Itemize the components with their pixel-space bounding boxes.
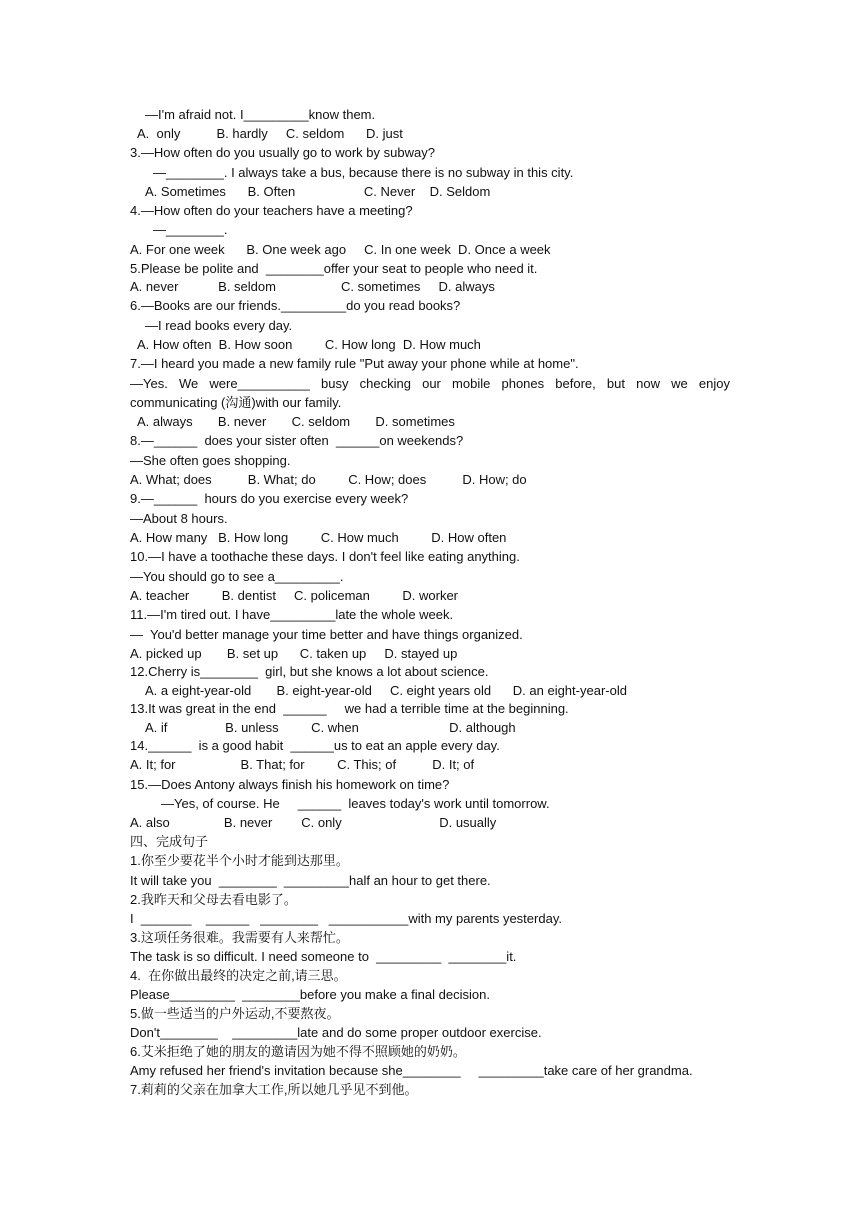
sentence-1-english: It will take you ________ _________half an hour to get there. <box>130 873 491 888</box>
sentence-6-english: Amy refused her friend's invitation because she________ _________take care of her grandma. <box>130 1063 693 1078</box>
sentence-5-chinese: 5.做一些适当的户外运动,不要熬夜。 <box>130 1006 340 1021</box>
question-5-options: A. never B. seldom C. sometimes D. always <box>130 279 495 294</box>
question-3-answer-line: —________. I always take a bus, because there is no subway in this city. <box>153 165 574 180</box>
question-2-answer-line: —I'm afraid not. I_________know them. <box>145 107 376 122</box>
question-13-options: A. if B. unless C. when D. although <box>145 720 516 735</box>
question-6-reply: —I read books every day. <box>145 318 293 333</box>
section-4-heading: 四、完成句子 <box>130 834 209 849</box>
question-9-stem: 9.—______ hours do you exercise every week? <box>130 491 409 506</box>
question-3-options: A. Sometimes B. Often C. Never D. Seldom <box>145 184 491 199</box>
question-11-reply: — You'd better manage your time better and have things organized. <box>130 627 523 642</box>
sentence-6-chinese: 6.艾米拒绝了她的朋友的邀请因为她不得不照顾她的奶奶。 <box>130 1044 466 1059</box>
question-11-stem: 11.—I'm tired out. I have_________late the whole week. <box>130 607 454 622</box>
question-7-reply: —Yes. We were__________ busy checking our mobile phones before, but now we enjoy <box>130 376 730 391</box>
sentence-2-chinese: 2.我昨天和父母去看电影了。 <box>130 892 297 907</box>
question-6-stem: 6.—Books are our friends._________do you read books? <box>130 298 461 313</box>
question-9-reply: —About 8 hours. <box>130 511 228 526</box>
question-14-stem: 14.______ is a good habit ______us to eat an apple every day. <box>130 738 500 753</box>
question-3-stem: 3.—How often do you usually go to work by subway? <box>130 145 435 160</box>
sentence-1-chinese: 1.你至少要花半个小时才能到达那里。 <box>130 853 349 868</box>
question-14-options: A. It; for B. That; for C. This; of D. It; of <box>130 757 475 772</box>
question-9-options: A. How many B. How long C. How much D. How often <box>130 530 507 545</box>
question-7-reply-continued: communicating (沟通)with our family. <box>130 395 342 410</box>
question-4-stem: 4.—How often do your teachers have a meeting? <box>130 203 413 218</box>
question-15-reply: —Yes, of course. He ______ leaves today's work until tomorrow. <box>161 796 550 811</box>
sentence-7-chinese: 7.莉莉的父亲在加拿大工作,所以她几乎见不到他。 <box>130 1082 418 1097</box>
sentence-4-english: Please_________ ________before you make a final decision. <box>130 987 490 1002</box>
question-11-options: A. picked up B. set up C. taken up D. stayed up <box>130 646 458 661</box>
question-7-stem: 7.—I heard you made a new family rule "Put away your phone while at home". <box>130 356 579 371</box>
question-2-options: A. only B. hardly C. seldom D. just <box>137 126 403 141</box>
question-12-stem: 12.Cherry is________ girl, but she knows a lot about science. <box>130 664 489 679</box>
sentence-3-chinese: 3.这项任务很难。我需要有人来帮忙。 <box>130 930 349 945</box>
question-13-stem: 13.It was great in the end ______ we had a terrible time at the beginning. <box>130 701 569 716</box>
question-8-stem: 8.—______ does your sister often ______on weekends? <box>130 433 464 448</box>
sentence-3-english: The task is so difficult. I need someone to _________ ________it. <box>130 949 517 964</box>
question-7-options: A. always B. never C. seldom D. sometimes <box>137 414 455 429</box>
sentence-5-english: Don't________ _________late and do some proper outdoor exercise. <box>130 1025 542 1040</box>
question-5-stem: 5.Please be polite and ________offer your seat to people who need it. <box>130 261 538 276</box>
question-4-options: A. For one week B. One week ago C. In one week D. Once a week <box>130 242 551 257</box>
question-4-answer-line: —________. <box>153 222 228 237</box>
question-10-reply: —You should go to see a_________. <box>130 569 344 584</box>
question-8-reply: —She often goes shopping. <box>130 453 291 468</box>
question-8-options: A. What; does B. What; do C. How; does D. How; do <box>130 472 527 487</box>
question-10-options: A. teacher B. dentist C. policeman D. worker <box>130 588 459 603</box>
question-6-options: A. How often B. How soon C. How long D. How much <box>137 337 481 352</box>
question-12-options: A. a eight-year-old B. eight-year-old C. eight years old D. an eight-year-old <box>145 683 627 698</box>
sentence-4-chinese: 4. 在你做出最终的决定之前,请三思。 <box>130 968 347 983</box>
sentence-2-english: I _______ ______ ________ ___________with my parents yesterday. <box>130 911 562 926</box>
question-15-stem: 15.—Does Antony always finish his homework on time? <box>130 777 450 792</box>
question-10-stem: 10.—I have a toothache these days. I don't feel like eating anything. <box>130 549 520 564</box>
question-15-options: A. also B. never C. only D. usually <box>130 815 497 830</box>
